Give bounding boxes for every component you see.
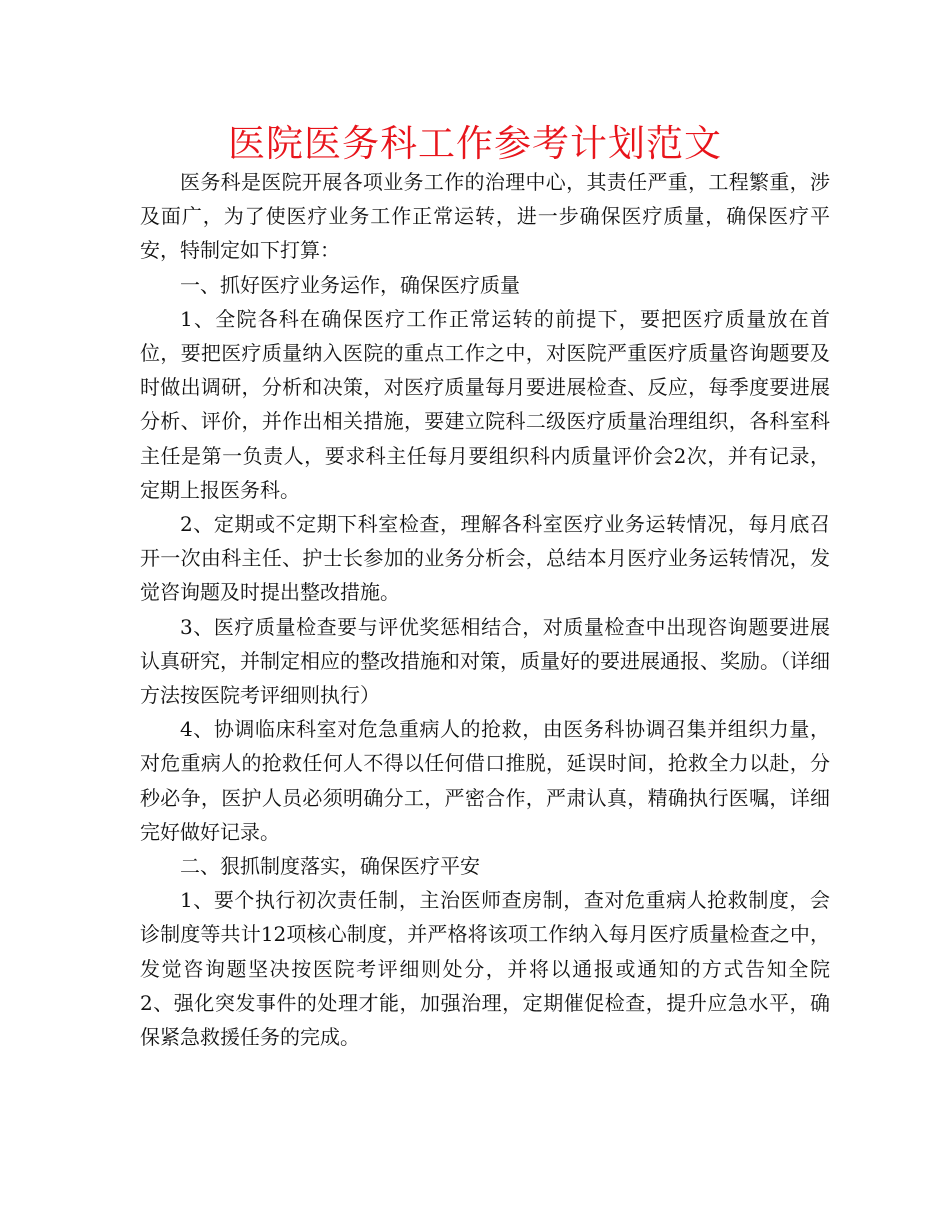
section-1-item-1: 1、全院各科在确保医疗工作正常运转的前提下，要把医疗质量放在首位，要把医疗质量纳入医院的重点工作之中，对医院严重医疗质量咨询题要及时做出调研，分析和决策，对医疗质量每月要进展检查、反应，每季度要进展分析、评价，并作出相关措施，要建立院科二级医疗质量治理组织，各科室科主任是第一负责人，要求科主任每月要组织科内质量评价会2次，并有记录，定期上报医务科。 bbox=[140, 306, 830, 502]
section-heading-1: 一、抓好医疗业务运作，确保医疗质量 bbox=[180, 272, 520, 297]
document-title: 医院医务科工作参考计划范文 bbox=[228, 122, 722, 165]
section-heading-2: 二、狠抓制度落实，确保医疗平安 bbox=[180, 854, 480, 879]
document-body bbox=[140, 165, 870, 1054]
intro-paragraph: 医务科是医院开展各项业务工作的治理中心，其责任严重，工程繁重，涉及面广，为了使医疗业务工作正常运转，进一步确保医疗质量，确保医疗平安，特制定如下打算： bbox=[140, 170, 830, 263]
section-1-item-3: 3、医疗质量检查要与评优奖惩相结合，对质量检查中出现咨询题要进展认真研究，并制定相应的整改措施和对策，质量好的要进展通报、奖励。（详细方法按医院考评细则执行） bbox=[140, 614, 830, 708]
section-2-item-1: 1、要个执行初次责任制，主治医师查房制，查对危重病人抢救制度，会诊制度等共计12项核心制度，并严格将该项工作纳入每月医疗质量检查之中，发觉咨询题坚决按医院考评细则处分，并将以通报或通知的方式告知全院 2、强化突发事件的处理才能，加强治理，定期催促检查，提升应急水平，确保紧急救援任务的完成。 bbox=[140, 888, 870, 1050]
section-1-item-2: 2、定期或不定期下科室检查，理解各科室医疗业务运转情况，每月底召开一次由科主任、护士长参加的业务分析会，总结本月医疗业务运转情况，发觉咨询题及时提出整改措施。 bbox=[140, 512, 830, 605]
section-1-item-4: 4、协调临床科室对危急重病人的抢救，由医务科协调召集并组织力量，对危重病人的抢救任何人不得以任何借口推脱，延误时间，抢救全力以赴，分秒必争，医护人员必须明确分工，严密合作，严肃认真，精确执行医嘱，详细完好做好记录。 bbox=[140, 717, 830, 844]
